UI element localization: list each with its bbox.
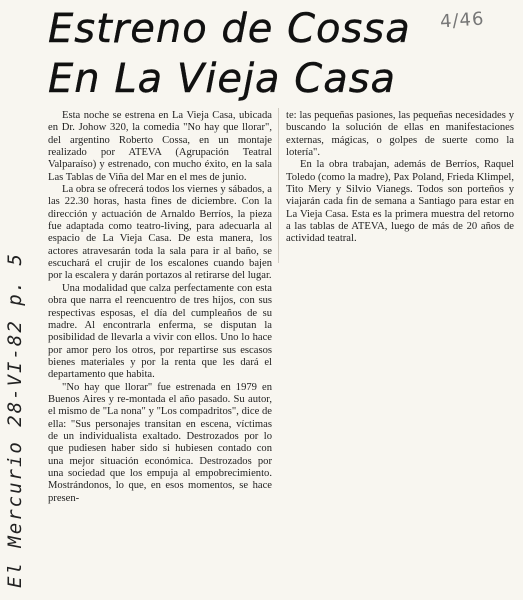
- margin-handwriting: [2, 118, 38, 588]
- paragraph-2: La obra se ofrecerá todos los viernes y sábados, a las 22.30 horas, hasta fines de diciembre. Con la dirección y actuación de Arnaldo Berríos, la pieza fue adaptada como teatro-living, para adecuarla al espacio de La Vieja Casa. De esta manera, los actores atravesarán toda la sala para ir al baño, se escuchará el crujir de los escalones cuando bajen por la escalera y darán portazos al retirarse del lugar.: [48, 184, 272, 282]
- headline-line-2: En La Vieja Casa: [48, 56, 397, 102]
- paragraph-5: te: las pequeñas pasiones, las pequeñas necesidades y buscando la solución de ellas en manifestaciones externas, mágicas, o golpes de suerte como la lotería".: [286, 110, 514, 159]
- handwritten-corner-note: 4/46: [439, 8, 486, 33]
- article-column-left: [48, 110, 272, 598]
- paragraph-4: "No hay que llorar" fue estrenada en 1979 en Buenos Aires y re-montada el año pasado. Su autor, el mismo de "La nona" y "Los compadritos", dice de ella: "Sus personajes transitan en escena, víctimas de un individualista exaltado. Destrozados por lo que pudiesen haber sido si hubiesen contado con una mejor situación económica. Destrozados por una sociedad que los empuja al empobrecimiento. Mostrándonos, lo que, en esos momentos, se hace presen-: [48, 381, 272, 504]
- column-divider: [278, 108, 279, 263]
- paragraph-1: Esta noche se estrena en La Vieja Casa, ubicada en Dr. Johow 320, la comedia "No hay que llorar", del argentino Roberto Cossa, en un montaje realizado por ATEVA (Agrupación Teatral Valparaíso) y estrenado, con mucho éxito, en la sala Las Tablas de Viña del Mar en el mes de junio.: [48, 110, 272, 183]
- paragraph-3: Una modalidad que calza perfectamente con esta obra que narra el reencuentro de tres hijos, con sus respectivas esposas, el día del cumpleaños de su madre. Al encontrarla enferma, se disputan la posibilidad de llevarla a vivir con ellos. Uno lo hace por amor pero los otros, por repartirse sus escasos bienes materiales y por la renta que les dará el departamento que habita.: [48, 282, 272, 381]
- article-headline: [48, 4, 468, 104]
- margin-handwriting-text: El Mercurio 28-VI-82 p. 5: [4, 252, 26, 588]
- headline-line-1: Estreno de Cossa: [48, 6, 411, 52]
- article-column-right: [286, 110, 514, 260]
- paragraph-6: En la obra trabajan, además de Berríos, Raquel Toledo (como la madre), Pax Poland, Frieda Klimpel, Tito Mery y Silvio Vianegs. Todos son porteños y viajarán cada fin de semana a Santiago para estar en La Vieja Casa. Esta es la primera muestra del retorno a las tablas de ATEVA, luego de más de 20 años de actividad teatral.: [286, 159, 514, 245]
